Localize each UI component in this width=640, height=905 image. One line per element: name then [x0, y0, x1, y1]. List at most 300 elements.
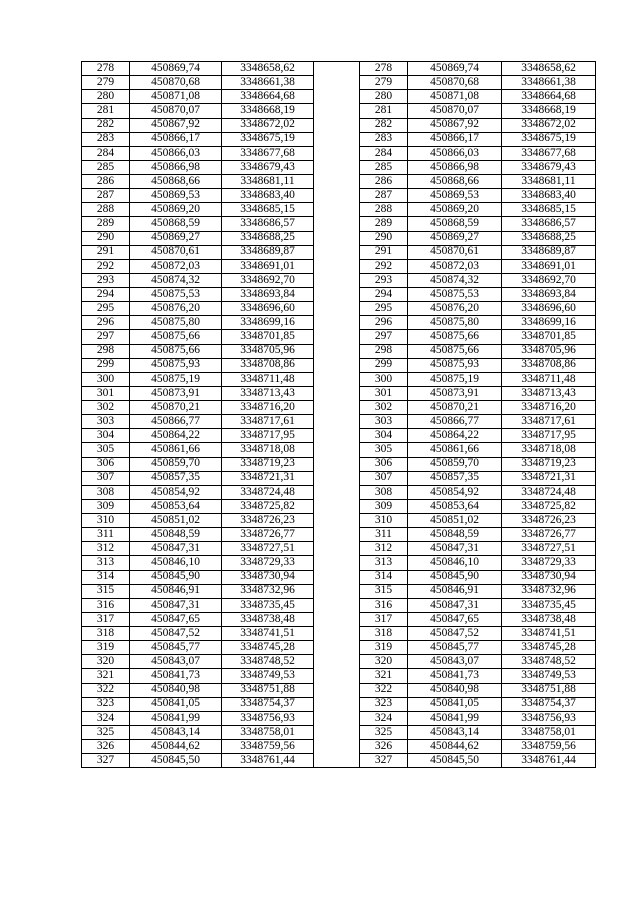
left-y-coordinate-cell: 3348758,01 — [222, 725, 314, 739]
left-x-coordinate-cell: 450854,92 — [130, 485, 222, 499]
right-point-number-cell: 327 — [360, 754, 408, 768]
right-x-coordinate-cell: 450873,91 — [408, 386, 502, 400]
right-point-number-cell: 306 — [360, 457, 408, 471]
left-y-coordinate-cell: 3348724,48 — [222, 485, 314, 499]
right-x-coordinate-cell: 450864,22 — [408, 429, 502, 443]
right-point-number-cell: 310 — [360, 514, 408, 528]
left-point-number-cell: 287 — [82, 189, 130, 203]
left-point-number-cell: 305 — [82, 443, 130, 457]
table-row — [82, 556, 596, 570]
left-x-coordinate-cell: 450844,62 — [130, 740, 222, 754]
left-point-number-cell: 284 — [82, 146, 130, 160]
left-x-coordinate-cell: 450868,66 — [130, 175, 222, 189]
left-x-coordinate-cell: 450874,32 — [130, 273, 222, 287]
table-gap-cell — [314, 330, 360, 344]
right-point-number-cell: 295 — [360, 302, 408, 316]
table-row — [82, 245, 596, 259]
left-x-coordinate-cell: 450864,22 — [130, 429, 222, 443]
left-x-coordinate-cell: 450872,03 — [130, 259, 222, 273]
right-x-coordinate-cell: 450845,50 — [408, 754, 502, 768]
right-y-coordinate-cell: 3348738,48 — [502, 612, 596, 626]
table-row — [82, 542, 596, 556]
table-gap-cell — [314, 386, 360, 400]
right-x-coordinate-cell: 450875,80 — [408, 316, 502, 330]
table-row — [82, 90, 596, 104]
left-y-coordinate-cell: 3348661,38 — [222, 76, 314, 90]
left-x-coordinate-cell: 450843,14 — [130, 725, 222, 739]
table-gap-cell — [314, 485, 360, 499]
table-row — [82, 146, 596, 160]
table-gap-cell — [314, 584, 360, 598]
right-y-coordinate-cell: 3348692,70 — [502, 273, 596, 287]
right-x-coordinate-cell: 450872,03 — [408, 259, 502, 273]
right-x-coordinate-cell: 450841,73 — [408, 669, 502, 683]
table-row — [82, 711, 596, 725]
right-y-coordinate-cell: 3348699,16 — [502, 316, 596, 330]
right-y-coordinate-cell: 3348756,93 — [502, 711, 596, 725]
left-point-number-cell: 312 — [82, 542, 130, 556]
left-x-coordinate-cell: 450861,66 — [130, 443, 222, 457]
right-y-coordinate-cell: 3348658,62 — [502, 62, 596, 76]
left-x-coordinate-cell: 450841,05 — [130, 697, 222, 711]
right-point-number-cell: 281 — [360, 104, 408, 118]
table-row — [82, 627, 596, 641]
table-row — [82, 358, 596, 372]
left-x-coordinate-cell: 450845,90 — [130, 570, 222, 584]
right-y-coordinate-cell: 3348751,88 — [502, 683, 596, 697]
left-point-number-cell: 307 — [82, 471, 130, 485]
right-y-coordinate-cell: 3348726,77 — [502, 528, 596, 542]
left-x-coordinate-cell: 450870,68 — [130, 76, 222, 90]
table-gap-cell — [314, 711, 360, 725]
left-x-coordinate-cell: 450857,35 — [130, 471, 222, 485]
table-row — [82, 429, 596, 443]
right-y-coordinate-cell: 3348717,95 — [502, 429, 596, 443]
right-y-coordinate-cell: 3348729,33 — [502, 556, 596, 570]
right-x-coordinate-cell: 450857,35 — [408, 471, 502, 485]
left-y-coordinate-cell: 3348691,01 — [222, 259, 314, 273]
table-gap-cell — [314, 514, 360, 528]
right-y-coordinate-cell: 3348713,43 — [502, 386, 596, 400]
table-row — [82, 316, 596, 330]
table-gap-cell — [314, 189, 360, 203]
left-point-number-cell: 291 — [82, 245, 130, 259]
right-x-coordinate-cell: 450866,98 — [408, 160, 502, 174]
left-point-number-cell: 311 — [82, 528, 130, 542]
left-point-number-cell: 295 — [82, 302, 130, 316]
right-y-coordinate-cell: 3348685,15 — [502, 203, 596, 217]
table-row — [82, 160, 596, 174]
left-point-number-cell: 289 — [82, 217, 130, 231]
table-row — [82, 598, 596, 612]
table-row — [82, 118, 596, 132]
left-x-coordinate-cell: 450866,98 — [130, 160, 222, 174]
table-row — [82, 344, 596, 358]
right-point-number-cell: 301 — [360, 386, 408, 400]
table-row — [82, 754, 596, 768]
table-gap-cell — [314, 175, 360, 189]
right-y-coordinate-cell: 3348691,01 — [502, 259, 596, 273]
right-x-coordinate-cell: 450845,90 — [408, 570, 502, 584]
left-y-coordinate-cell: 3348689,87 — [222, 245, 314, 259]
right-x-coordinate-cell: 450841,99 — [408, 711, 502, 725]
left-point-number-cell: 283 — [82, 132, 130, 146]
left-point-number-cell: 313 — [82, 556, 130, 570]
table-row — [82, 641, 596, 655]
left-y-coordinate-cell: 3348717,61 — [222, 415, 314, 429]
coordinates-table — [81, 61, 596, 768]
left-y-coordinate-cell: 3348693,84 — [222, 288, 314, 302]
right-y-coordinate-cell: 3348672,02 — [502, 118, 596, 132]
left-point-number-cell: 326 — [82, 740, 130, 754]
table-row — [82, 217, 596, 231]
table-gap-cell — [314, 754, 360, 768]
right-point-number-cell: 304 — [360, 429, 408, 443]
coordinates-table-body — [82, 62, 596, 768]
table-gap-cell — [314, 612, 360, 626]
right-x-coordinate-cell: 450861,66 — [408, 443, 502, 457]
right-y-coordinate-cell: 3348717,61 — [502, 415, 596, 429]
left-y-coordinate-cell: 3348681,11 — [222, 175, 314, 189]
right-x-coordinate-cell: 450847,31 — [408, 542, 502, 556]
right-y-coordinate-cell: 3348749,53 — [502, 669, 596, 683]
table-gap-cell — [314, 76, 360, 90]
table-gap-cell — [314, 725, 360, 739]
right-point-number-cell: 279 — [360, 76, 408, 90]
left-x-coordinate-cell: 450847,31 — [130, 598, 222, 612]
right-point-number-cell: 296 — [360, 316, 408, 330]
right-point-number-cell: 323 — [360, 697, 408, 711]
table-row — [82, 740, 596, 754]
left-point-number-cell: 288 — [82, 203, 130, 217]
right-x-coordinate-cell: 450869,53 — [408, 189, 502, 203]
table-gap-cell — [314, 288, 360, 302]
right-x-coordinate-cell: 450854,92 — [408, 485, 502, 499]
left-x-coordinate-cell: 450845,77 — [130, 641, 222, 655]
table-row — [82, 457, 596, 471]
table-gap-cell — [314, 570, 360, 584]
left-x-coordinate-cell: 450843,07 — [130, 655, 222, 669]
table-row — [82, 273, 596, 287]
left-point-number-cell: 296 — [82, 316, 130, 330]
right-y-coordinate-cell: 3348725,82 — [502, 499, 596, 513]
table-row — [82, 175, 596, 189]
table-gap-cell — [314, 259, 360, 273]
table-row — [82, 104, 596, 118]
right-x-coordinate-cell: 450871,08 — [408, 90, 502, 104]
right-point-number-cell: 289 — [360, 217, 408, 231]
right-y-coordinate-cell: 3348748,52 — [502, 655, 596, 669]
right-point-number-cell: 320 — [360, 655, 408, 669]
table-row — [82, 669, 596, 683]
table-row — [82, 443, 596, 457]
left-point-number-cell: 323 — [82, 697, 130, 711]
right-point-number-cell: 300 — [360, 372, 408, 386]
left-x-coordinate-cell: 450875,19 — [130, 372, 222, 386]
right-x-coordinate-cell: 450844,62 — [408, 740, 502, 754]
table-gap-cell — [314, 556, 360, 570]
left-y-coordinate-cell: 3348658,62 — [222, 62, 314, 76]
right-y-coordinate-cell: 3348693,84 — [502, 288, 596, 302]
left-x-coordinate-cell: 450853,64 — [130, 499, 222, 513]
left-y-coordinate-cell: 3348664,68 — [222, 90, 314, 104]
right-point-number-cell: 324 — [360, 711, 408, 725]
table-gap-cell — [314, 457, 360, 471]
right-point-number-cell: 280 — [360, 90, 408, 104]
left-point-number-cell: 309 — [82, 499, 130, 513]
left-x-coordinate-cell: 450866,77 — [130, 415, 222, 429]
table-row — [82, 62, 596, 76]
right-y-coordinate-cell: 3348724,48 — [502, 485, 596, 499]
right-point-number-cell: 293 — [360, 273, 408, 287]
right-x-coordinate-cell: 450875,66 — [408, 330, 502, 344]
table-gap-cell — [314, 316, 360, 330]
left-y-coordinate-cell: 3348672,02 — [222, 118, 314, 132]
left-point-number-cell: 316 — [82, 598, 130, 612]
right-point-number-cell: 322 — [360, 683, 408, 697]
left-y-coordinate-cell: 3348751,88 — [222, 683, 314, 697]
right-point-number-cell: 318 — [360, 627, 408, 641]
left-x-coordinate-cell: 450869,27 — [130, 231, 222, 245]
right-x-coordinate-cell: 450870,61 — [408, 245, 502, 259]
left-point-number-cell: 304 — [82, 429, 130, 443]
left-y-coordinate-cell: 3348675,19 — [222, 132, 314, 146]
right-point-number-cell: 297 — [360, 330, 408, 344]
right-point-number-cell: 282 — [360, 118, 408, 132]
left-point-number-cell: 279 — [82, 76, 130, 90]
right-y-coordinate-cell: 3348664,68 — [502, 90, 596, 104]
right-x-coordinate-cell: 450843,07 — [408, 655, 502, 669]
left-y-coordinate-cell: 3348713,43 — [222, 386, 314, 400]
left-x-coordinate-cell: 450847,31 — [130, 542, 222, 556]
left-y-coordinate-cell: 3348741,51 — [222, 627, 314, 641]
right-y-coordinate-cell: 3348681,11 — [502, 175, 596, 189]
right-point-number-cell: 294 — [360, 288, 408, 302]
right-point-number-cell: 326 — [360, 740, 408, 754]
right-y-coordinate-cell: 3348668,19 — [502, 104, 596, 118]
right-x-coordinate-cell: 450851,02 — [408, 514, 502, 528]
right-point-number-cell: 321 — [360, 669, 408, 683]
right-y-coordinate-cell: 3348686,57 — [502, 217, 596, 231]
table-row — [82, 76, 596, 90]
right-y-coordinate-cell: 3348745,28 — [502, 641, 596, 655]
left-point-number-cell: 303 — [82, 415, 130, 429]
table-gap-cell — [314, 641, 360, 655]
right-x-coordinate-cell: 450866,77 — [408, 415, 502, 429]
right-point-number-cell: 302 — [360, 401, 408, 415]
left-y-coordinate-cell: 3348729,33 — [222, 556, 314, 570]
right-point-number-cell: 303 — [360, 415, 408, 429]
table-gap-cell — [314, 358, 360, 372]
right-x-coordinate-cell: 450875,93 — [408, 358, 502, 372]
right-point-number-cell: 311 — [360, 528, 408, 542]
left-y-coordinate-cell: 3348683,40 — [222, 189, 314, 203]
right-point-number-cell: 292 — [360, 259, 408, 273]
left-y-coordinate-cell: 3348718,08 — [222, 443, 314, 457]
table-gap-cell — [314, 302, 360, 316]
left-point-number-cell: 317 — [82, 612, 130, 626]
left-point-number-cell: 308 — [82, 485, 130, 499]
right-x-coordinate-cell: 450848,59 — [408, 528, 502, 542]
right-x-coordinate-cell: 450868,66 — [408, 175, 502, 189]
left-point-number-cell: 321 — [82, 669, 130, 683]
left-point-number-cell: 281 — [82, 104, 130, 118]
left-x-coordinate-cell: 450875,66 — [130, 344, 222, 358]
left-x-coordinate-cell: 450875,66 — [130, 330, 222, 344]
table-row — [82, 570, 596, 584]
table-gap-cell — [314, 132, 360, 146]
right-x-coordinate-cell: 450870,07 — [408, 104, 502, 118]
right-x-coordinate-cell: 450847,52 — [408, 627, 502, 641]
left-y-coordinate-cell: 3348699,16 — [222, 316, 314, 330]
left-x-coordinate-cell: 450871,08 — [130, 90, 222, 104]
left-x-coordinate-cell: 450846,10 — [130, 556, 222, 570]
left-point-number-cell: 280 — [82, 90, 130, 104]
table-gap-cell — [314, 542, 360, 556]
table-row — [82, 471, 596, 485]
table-gap-cell — [314, 118, 360, 132]
right-point-number-cell: 316 — [360, 598, 408, 612]
right-y-coordinate-cell: 3348719,23 — [502, 457, 596, 471]
left-x-coordinate-cell: 450875,53 — [130, 288, 222, 302]
right-y-coordinate-cell: 3348683,40 — [502, 189, 596, 203]
right-point-number-cell: 315 — [360, 584, 408, 598]
table-gap-cell — [314, 528, 360, 542]
right-point-number-cell: 291 — [360, 245, 408, 259]
table-gap-cell — [314, 90, 360, 104]
table-gap-cell — [314, 655, 360, 669]
left-y-coordinate-cell: 3348701,85 — [222, 330, 314, 344]
left-x-coordinate-cell: 450845,50 — [130, 754, 222, 768]
table-row — [82, 302, 596, 316]
left-x-coordinate-cell: 450847,65 — [130, 612, 222, 626]
right-x-coordinate-cell: 450841,05 — [408, 697, 502, 711]
left-x-coordinate-cell: 450873,91 — [130, 386, 222, 400]
table-row — [82, 259, 596, 273]
right-x-coordinate-cell: 450866,03 — [408, 146, 502, 160]
table-row — [82, 415, 596, 429]
right-x-coordinate-cell: 450875,53 — [408, 288, 502, 302]
left-point-number-cell: 325 — [82, 725, 130, 739]
left-point-number-cell: 285 — [82, 160, 130, 174]
left-y-coordinate-cell: 3348711,48 — [222, 372, 314, 386]
table-row — [82, 485, 596, 499]
left-y-coordinate-cell: 3348754,37 — [222, 697, 314, 711]
right-y-coordinate-cell: 3348705,96 — [502, 344, 596, 358]
left-point-number-cell: 320 — [82, 655, 130, 669]
left-y-coordinate-cell: 3348668,19 — [222, 104, 314, 118]
table-gap-cell — [314, 415, 360, 429]
left-x-coordinate-cell: 450846,91 — [130, 584, 222, 598]
right-y-coordinate-cell: 3348689,87 — [502, 245, 596, 259]
left-point-number-cell: 302 — [82, 401, 130, 415]
left-y-coordinate-cell: 3348705,96 — [222, 344, 314, 358]
left-point-number-cell: 298 — [82, 344, 130, 358]
right-y-coordinate-cell: 3348661,38 — [502, 76, 596, 90]
right-x-coordinate-cell: 450869,20 — [408, 203, 502, 217]
table-row — [82, 203, 596, 217]
left-y-coordinate-cell: 3348745,28 — [222, 641, 314, 655]
left-x-coordinate-cell: 450859,70 — [130, 457, 222, 471]
table-row — [82, 132, 596, 146]
left-x-coordinate-cell: 450866,03 — [130, 146, 222, 160]
left-x-coordinate-cell: 450841,99 — [130, 711, 222, 725]
right-point-number-cell: 308 — [360, 485, 408, 499]
right-y-coordinate-cell: 3348759,56 — [502, 740, 596, 754]
right-x-coordinate-cell: 450845,77 — [408, 641, 502, 655]
right-point-number-cell: 288 — [360, 203, 408, 217]
left-x-coordinate-cell: 450868,59 — [130, 217, 222, 231]
table-gap-cell — [314, 683, 360, 697]
left-point-number-cell: 301 — [82, 386, 130, 400]
left-y-coordinate-cell: 3348686,57 — [222, 217, 314, 231]
left-x-coordinate-cell: 450841,73 — [130, 669, 222, 683]
right-y-coordinate-cell: 3348716,20 — [502, 401, 596, 415]
right-y-coordinate-cell: 3348701,85 — [502, 330, 596, 344]
table-gap-cell — [314, 231, 360, 245]
right-x-coordinate-cell: 450875,19 — [408, 372, 502, 386]
left-y-coordinate-cell: 3348725,82 — [222, 499, 314, 513]
left-point-number-cell: 290 — [82, 231, 130, 245]
table-gap-cell — [314, 697, 360, 711]
left-y-coordinate-cell: 3348756,93 — [222, 711, 314, 725]
left-point-number-cell: 300 — [82, 372, 130, 386]
left-y-coordinate-cell: 3348677,68 — [222, 146, 314, 160]
right-x-coordinate-cell: 450869,27 — [408, 231, 502, 245]
table-gap-cell — [314, 598, 360, 612]
left-x-coordinate-cell: 450870,61 — [130, 245, 222, 259]
table-gap-cell — [314, 429, 360, 443]
left-x-coordinate-cell: 450869,74 — [130, 62, 222, 76]
left-x-coordinate-cell: 450869,20 — [130, 203, 222, 217]
left-y-coordinate-cell: 3348696,60 — [222, 302, 314, 316]
right-x-coordinate-cell: 450866,17 — [408, 132, 502, 146]
right-point-number-cell: 309 — [360, 499, 408, 513]
left-y-coordinate-cell: 3348721,31 — [222, 471, 314, 485]
right-point-number-cell: 307 — [360, 471, 408, 485]
left-y-coordinate-cell: 3348759,56 — [222, 740, 314, 754]
right-point-number-cell: 312 — [360, 542, 408, 556]
table-gap-cell — [314, 104, 360, 118]
left-y-coordinate-cell: 3348726,23 — [222, 514, 314, 528]
left-y-coordinate-cell: 3348761,44 — [222, 754, 314, 768]
right-x-coordinate-cell: 450847,65 — [408, 612, 502, 626]
left-x-coordinate-cell: 450848,59 — [130, 528, 222, 542]
right-y-coordinate-cell: 3348688,25 — [502, 231, 596, 245]
table-gap-cell — [314, 245, 360, 259]
right-y-coordinate-cell: 3348718,08 — [502, 443, 596, 457]
table-row — [82, 584, 596, 598]
left-x-coordinate-cell: 450875,93 — [130, 358, 222, 372]
table-gap-cell — [314, 273, 360, 287]
table-gap-cell — [314, 499, 360, 513]
left-y-coordinate-cell: 3348717,95 — [222, 429, 314, 443]
table-row — [82, 655, 596, 669]
table-row — [82, 330, 596, 344]
right-x-coordinate-cell: 450846,91 — [408, 584, 502, 598]
right-point-number-cell: 284 — [360, 146, 408, 160]
left-y-coordinate-cell: 3348738,48 — [222, 612, 314, 626]
table-row — [82, 231, 596, 245]
left-point-number-cell: 314 — [82, 570, 130, 584]
left-point-number-cell: 292 — [82, 259, 130, 273]
right-x-coordinate-cell: 450859,70 — [408, 457, 502, 471]
right-x-coordinate-cell: 450846,10 — [408, 556, 502, 570]
table-gap-cell — [314, 401, 360, 415]
left-point-number-cell: 327 — [82, 754, 130, 768]
left-x-coordinate-cell: 450870,21 — [130, 401, 222, 415]
right-point-number-cell: 325 — [360, 725, 408, 739]
